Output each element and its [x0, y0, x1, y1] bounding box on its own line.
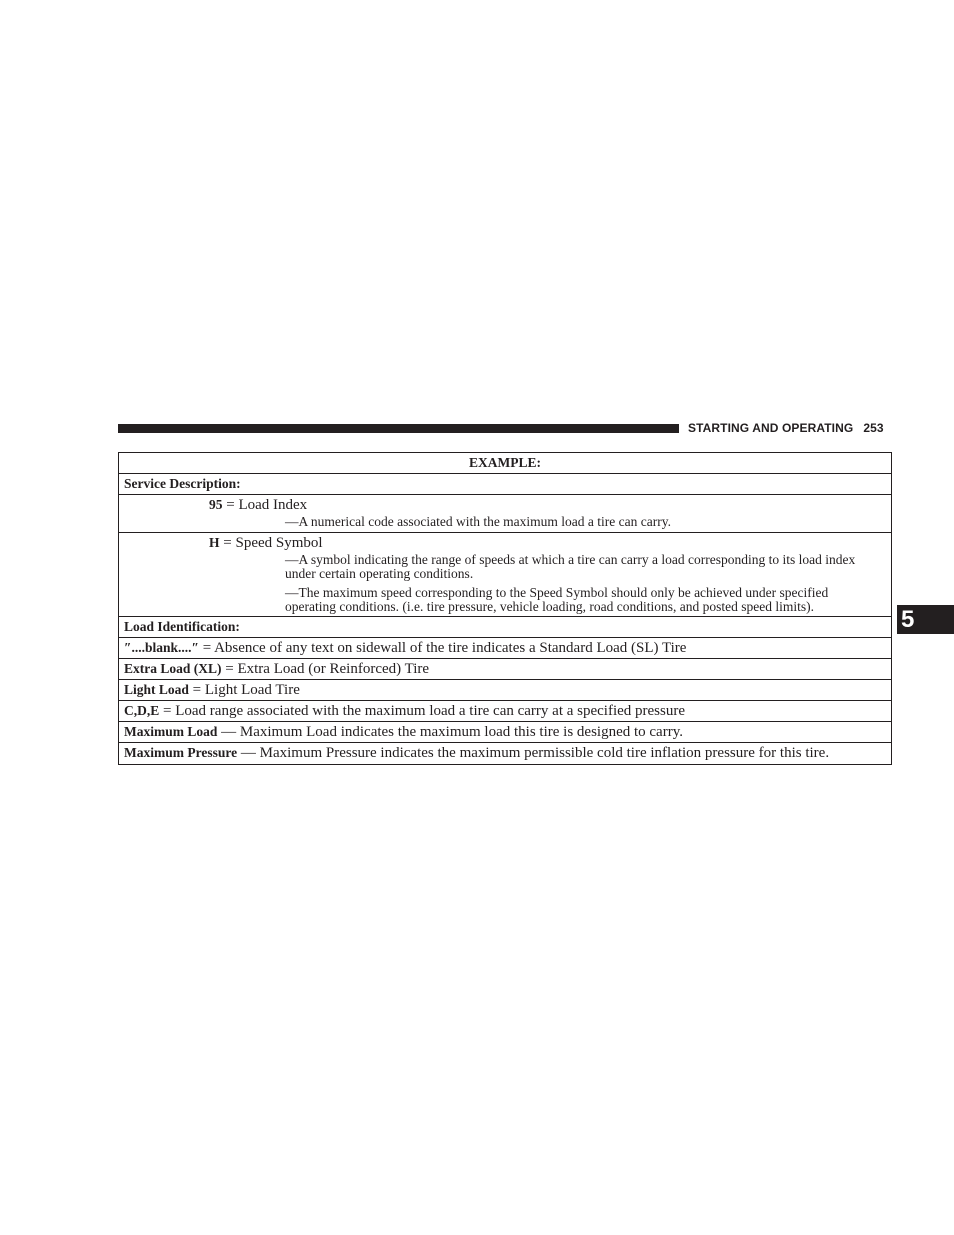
load-index-cell — [119, 495, 892, 533]
load-index-description — [124, 515, 886, 529]
table-title: EXAMPLE: — [469, 455, 541, 470]
load-term: ″....blank....″ — [124, 640, 199, 655]
description-paragraph: —A symbol indicating the range of speeds at which a tire can carry a load corresponding to its load index under certain operating conditions. — [285, 552, 856, 581]
table-row — [119, 638, 892, 659]
table-title-cell — [119, 453, 892, 474]
table-row — [119, 722, 892, 743]
load-text: = Extra Load (or Reinforced) Tire — [225, 661, 430, 677]
table-row — [119, 533, 892, 617]
load-row-cell — [119, 638, 892, 659]
table-row — [119, 743, 892, 765]
table-row — [119, 617, 892, 638]
table-row — [119, 495, 892, 533]
tire-example-table — [118, 452, 892, 765]
load-text: = Load range associated with the maximum load a tire can carry at a specified pressure — [163, 703, 686, 719]
maximum-load-cell — [119, 722, 892, 743]
table-row — [119, 701, 892, 722]
load-term: Extra Load (XL) — [124, 661, 222, 676]
load-index-line — [124, 495, 886, 515]
description-paragraph: —The maximum speed corresponding to the Speed Symbol should only be achieved under specified operating conditions. (i.e. tire pressure, vehicle loading, road conditions, and posted speed limits). — [285, 585, 829, 614]
load-row-cell — [119, 701, 892, 722]
section-title: STARTING AND OPERATING — [688, 421, 854, 435]
speed-symbol-code: H — [209, 535, 220, 550]
load-row-cell — [119, 680, 892, 701]
chapter-tab: 5 — [897, 605, 954, 634]
maximum-pressure-text: — Maximum Pressure indicates the maximum permissible cold tire inflation pressure for this tire. — [240, 745, 830, 761]
running-header — [688, 420, 892, 436]
speed-symbol-description — [124, 553, 886, 614]
speed-symbol-text: = Speed Symbol — [223, 535, 323, 551]
section-heading-cell — [119, 474, 892, 495]
maximum-pressure-cell — [119, 743, 892, 765]
service-description-heading: Service Description: — [124, 476, 241, 491]
maximum-load-text: — Maximum Load indicates the maximum load this tire is designed to carry. — [221, 724, 683, 740]
speed-symbol-line — [124, 533, 886, 553]
table-row — [119, 680, 892, 701]
load-text: = Absence of any text on sidewall of the tire indicates a Standard Load (SL) Tire — [202, 640, 687, 656]
section-heading-cell — [119, 617, 892, 638]
load-index-text: = Load Index — [226, 497, 308, 513]
load-text: = Light Load Tire — [192, 682, 300, 698]
load-term: C,D,E — [124, 703, 160, 718]
load-identification-heading: Load Identification: — [124, 619, 240, 634]
header-rule — [118, 424, 679, 433]
maximum-pressure-term: Maximum Pressure — [124, 745, 238, 760]
page-number: 253 — [863, 421, 884, 435]
table-row — [119, 474, 892, 495]
maximum-load-term: Maximum Load — [124, 724, 218, 739]
table-row — [119, 659, 892, 680]
load-row-cell — [119, 659, 892, 680]
speed-symbol-cell — [119, 533, 892, 617]
table-row — [119, 453, 892, 474]
load-term: Light Load — [124, 682, 189, 697]
description-paragraph: —A numerical code associated with the maximum load a tire can carry. — [285, 514, 671, 529]
load-index-code: 95 — [209, 497, 223, 512]
